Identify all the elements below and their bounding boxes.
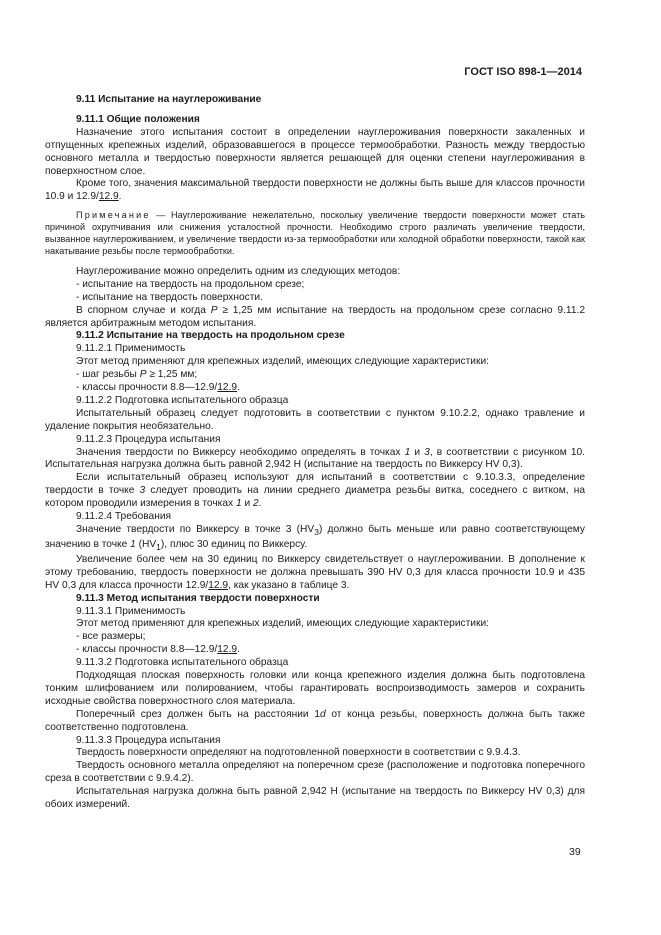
paragraph: Подходящая плоская поверхность головки или конца крепежного изделия должна быть подготовлена тонким шлифованием или полированием, чтобы гарантировать воспроизводимость замеров и сохранить исходные свойства поверхностного слоя материала. — [45, 670, 585, 707]
clause-title: 9.11.2.1 Применимость — [76, 343, 186, 355]
paragraph: Назначение этого испытания состоит в определении науглероживания поверхности закаленных и отпущенных крепежных изделий, образовавшегося в процессе термообработки. Разность между твердостью основного металла и твердостью поверхности является решающей для оценки степени науглероживания в поверхностном слое. — [45, 126, 585, 177]
list-item: - классы прочности 8.8—12.9/12.9. — [76, 644, 240, 656]
note: Примечание — Науглероживание нежелательно, поскольку увеличение твердости поверхности может стать причиной охрупчивания или снижения усталостной прочности. Необходимо строго различать увеличение твердости, вызванное науглероживанием, и увеличение твердости из-за термообработки или холодной обработки поверхности, такой как накатывание резьбы после термообработки. — [45, 210, 585, 256]
list-item: - шаг резьбы P ≥ 1,25 мм; — [76, 369, 198, 381]
amendment-link[interactable]: 12.9 — [208, 579, 229, 591]
paragraph: Испытательная нагрузка должна быть равной 2,942 Н (испытание на твердость по Виккерсу HV 0,3) для обоих измерений. — [45, 786, 585, 811]
paragraph: Твердость поверхности определяют на подготовленной поверхности в соответствии с 9.9.4.3. — [76, 747, 521, 759]
paragraph: Испытательный образец следует подготовить в соответствии с пунктом 9.10.2.2, однако травление и удаление покрытия необязательно. — [45, 407, 585, 432]
clause-title: 9.11.2.3 Процедура испытания — [76, 433, 221, 445]
paragraph: Поперечный срез должен быть на расстоянии 1d от конца резьбы, поверхность должна быть также соответственно подготовлена. — [45, 708, 585, 733]
list-item: - классы прочности 8.8—12.9/12.9. — [76, 382, 240, 394]
amendment-link[interactable]: 12.9 — [217, 644, 238, 656]
paragraph: В спорном случае и когда P ≥ 1,25 мм испытание на твердость на продольном срезе согласно 9.11.2 является арбитражным методом испытания. — [45, 304, 585, 329]
paragraph: Этот метод применяют для крепежных изделий, имеющих следующие характеристики: — [76, 356, 489, 368]
paragraph: Науглероживание можно определить одним из следующих методов: — [76, 265, 401, 277]
amendment-link[interactable]: 12.9 — [98, 191, 119, 203]
list-item: - испытание на твердость на продольном срезе; — [76, 278, 305, 290]
document-body — [45, 94, 585, 812]
paragraph: Если испытательный образец используют для испытаний в соответствии с 9.10.3.3, определение твердости в точке 3 следует проводить на линии среднего диаметра резьбы витка, соседнего с витком, на котором проводили измерения в точках 1 и 2. — [45, 472, 585, 510]
paragraph: Этот метод применяют для крепежных изделий, имеющих следующие характеристики: — [76, 618, 489, 630]
subsection-heading: 9.11.2 Испытание на твердость на продольном срезе — [76, 330, 345, 342]
document-header: ГОСТ ISO 898-1—2014 — [464, 66, 582, 78]
clause-title: 9.11.3.2 Подготовка испытательного образца — [76, 657, 289, 669]
subsection-heading: 9.11.3 Метод испытания твердости поверхности — [76, 592, 320, 604]
list-item: - все размеры; — [76, 631, 146, 643]
subsection-heading: 9.11.1 Общие положения — [76, 113, 200, 125]
list-item: - испытание на твердость поверхности. — [76, 291, 263, 303]
note-label: Примечание — [76, 210, 151, 221]
paragraph: Кроме того, значения максимальной твердости поверхности не должны быть выше для классов прочности 10.9 и 12.9/12.9. — [45, 178, 585, 203]
paragraph: Значения твердости по Виккерсу необходимо определять в точках 1 и 3, в соответствии с рисунком 10. Испытательная нагрузка должна быть равной 2,942 Н (испытание на твердость по Виккерсу HV 0,3). — [45, 446, 585, 471]
page-number: 39 — [569, 846, 581, 858]
paragraph: Увеличение более чем на 30 единиц по Виккерсу свидетельствует о науглероживании. В дополнение к этому требованию, твердость поверхности не должна превышать 390 HV 0,3 для класса прочности 10.9 и 435 HV 0,3 для класса прочности 12.9/12.9, как указано в таблице 3. — [45, 553, 585, 591]
clause-title: 9.11.3.3 Процедура испытания — [76, 734, 221, 746]
clause-title: 9.11.2.4 Требования — [76, 511, 172, 523]
paragraph: Значение твердости по Виккерсу в точке 3 $(HV_3)$ должно быть меньше или равно соответствующему значению в точке 1 $(HV_1)$, плюс 30 единиц по Виккерсу. — [45, 524, 585, 552]
amendment-link[interactable]: 12.9 — [217, 382, 238, 394]
clause-title: 9.11.3.1 Применимость — [76, 605, 186, 617]
section-heading: 9.11 Испытание на науглероживание — [76, 94, 262, 105]
paragraph: Твердость основного металла определяют на поперечном срезе (расположение и подготовка поперечного среза в соответствии с 9.9.4.2). — [45, 760, 585, 785]
clause-title: 9.11.2.2 Подготовка испытательного образца — [76, 394, 289, 406]
